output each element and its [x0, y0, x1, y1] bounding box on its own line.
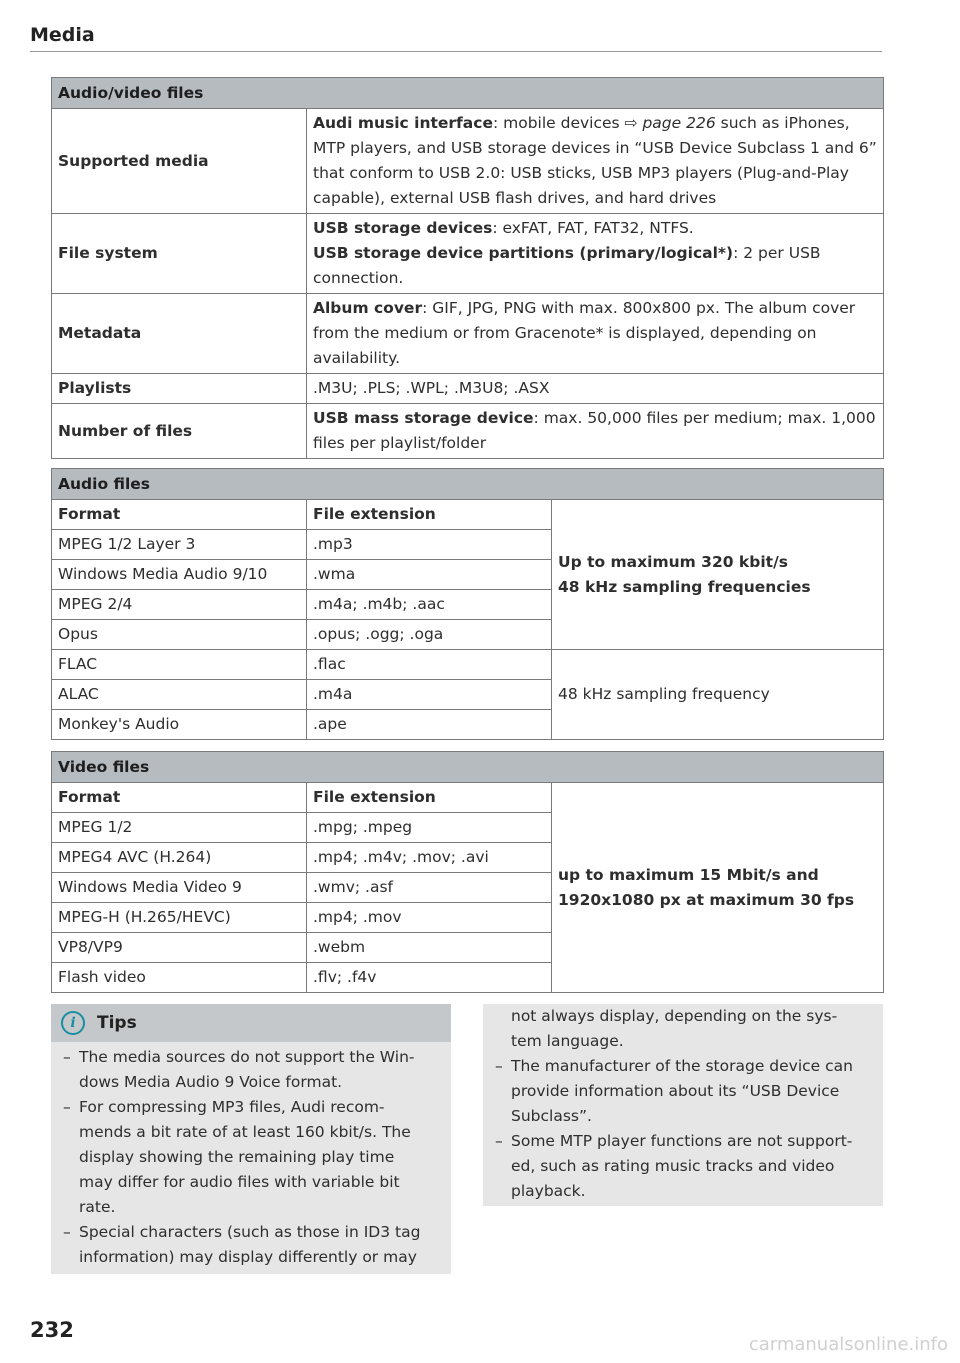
row-label: Playlists — [52, 374, 307, 404]
format-cell: Monkey's Audio — [52, 710, 307, 740]
tip-line: display showing the remaining play time — [79, 1148, 395, 1166]
av-table-title: Audio/video files — [52, 78, 884, 109]
tip-line: mends a bit rate of at least 160 kbit/s. The — [79, 1123, 411, 1141]
info-icon: i — [61, 1011, 85, 1035]
row-label: File system — [52, 214, 307, 294]
extension-cell: .m4a; .m4b; .aac — [307, 590, 552, 620]
tip-line: – The manufacturer of the storage device can — [483, 1054, 883, 1079]
tip-line: – Some MTP player functions are not support- — [483, 1129, 883, 1154]
video-table-title: Video files — [52, 752, 884, 783]
tip-line: playback. — [511, 1182, 586, 1200]
format-cell: MPEG 2/4 — [52, 590, 307, 620]
tips-list-left — [51, 1042, 451, 1270]
tip-line: rate. — [79, 1198, 116, 1216]
watermark: carmanualsonline.info — [748, 1334, 948, 1355]
extension-cell: .wma — [307, 560, 552, 590]
format-cell: MPEG 1/2 — [52, 813, 307, 843]
extension-cell: .m4a — [307, 680, 552, 710]
format-cell: FLAC — [52, 650, 307, 680]
format-cell: VP8/VP9 — [52, 933, 307, 963]
arrow-right-icon: ⇨ — [624, 114, 638, 132]
column-header-row — [52, 500, 884, 530]
header-divider — [30, 51, 882, 52]
table-row — [52, 294, 884, 374]
tips-header — [51, 1004, 451, 1042]
tip-line: tem language. — [511, 1032, 624, 1050]
tip-line: Subclass”. — [511, 1107, 592, 1125]
extension-cell: .flv; .f4v — [307, 963, 552, 993]
audio-note-sampling: 48 kHz sampling frequency — [552, 650, 884, 740]
tip-line: – The media sources do not support the Win- — [51, 1045, 451, 1070]
row-label: Metadata — [52, 294, 307, 374]
table-row — [52, 109, 884, 214]
column-header-format: Format — [52, 500, 307, 530]
tips-box-continued — [483, 1004, 883, 1206]
tip-line: – For compressing MP3 files, Audi recom- — [51, 1095, 451, 1120]
format-cell: Windows Media Audio 9/10 — [52, 560, 307, 590]
extension-cell: .wmv; .asf — [307, 873, 552, 903]
format-cell: ALAC — [52, 680, 307, 710]
extension-cell: .ape — [307, 710, 552, 740]
table-row — [52, 214, 884, 294]
tip-line: dows Media Audio 9 Voice format. — [79, 1073, 343, 1091]
tips-list-right — [483, 1004, 883, 1204]
tip-line: information) may display differently or may — [79, 1248, 417, 1266]
tip-line: may differ for audio files with variable bit — [79, 1173, 400, 1191]
page-reference-link[interactable]: page 226 — [642, 114, 716, 132]
tip-line: provide information about its “USB Device — [511, 1082, 840, 1100]
format-cell: MPEG4 AVC (H.264) — [52, 843, 307, 873]
format-cell: MPEG-H (H.265/HEVC) — [52, 903, 307, 933]
row-value: Audi music interface: mobile devices ⇨ page 226 such as iPhones, MTP players, and USB storage devices in “USB Device Subclass 1 and 6” that conform to USB 2.0: USB sticks, USB MP3 players (Plug-and-Play capable), external USB flash drives, and hard drives — [307, 109, 884, 214]
tip-line: not always display, depending on the sys- — [511, 1007, 838, 1025]
table-row — [52, 374, 884, 404]
extension-cell: .mp4; .m4v; .mov; .avi — [307, 843, 552, 873]
format-cell: Flash video — [52, 963, 307, 993]
column-header-extension: File extension — [307, 500, 552, 530]
video-note: up to maximum 15 Mbit/s and 1920x1080 px at maximum 30 fps — [552, 783, 884, 993]
format-cell: Windows Media Video 9 — [52, 873, 307, 903]
row-label: Supported media — [52, 109, 307, 214]
extension-cell: .opus; .ogg; .oga — [307, 620, 552, 650]
row-value: Album cover: GIF, JPG, PNG with max. 800x800 px. The album cover from the medium or from Gracenote* is displayed, depending on availability. — [307, 294, 884, 374]
column-header-extension: File extension — [307, 783, 552, 813]
table-row — [52, 404, 884, 459]
audio-files-table — [51, 468, 884, 740]
row-value: USB mass storage device: max. 50,000 files per medium; max. 1,000 files per playlist/folder — [307, 404, 884, 459]
extension-cell: .mp4; .mov — [307, 903, 552, 933]
format-cell: Opus — [52, 620, 307, 650]
row-value: USB storage devices: exFAT, FAT, FAT32, NTFS. USB storage device partitions (primary/logical*): 2 per USB connection. — [307, 214, 884, 294]
tip-line: ed, such as rating music tracks and video — [511, 1157, 835, 1175]
format-cell: MPEG 1/2 Layer 3 — [52, 530, 307, 560]
extension-cell: .webm — [307, 933, 552, 963]
extension-cell: .mp3 — [307, 530, 552, 560]
column-header-format: Format — [52, 783, 307, 813]
tips-box — [51, 1004, 451, 1274]
section-title: Media — [30, 24, 95, 46]
tips-title: Tips — [97, 1013, 137, 1033]
audio-table-title: Audio files — [52, 469, 884, 500]
av-files-table — [51, 77, 884, 459]
audio-note-bitrate: Up to maximum 320 kbit/s 48 kHz sampling frequencies — [552, 500, 884, 650]
row-value: .M3U; .PLS; .WPL; .M3U8; .ASX — [307, 374, 884, 404]
table-row — [52, 650, 884, 680]
extension-cell: .mpg; .mpeg — [307, 813, 552, 843]
extension-cell: .flac — [307, 650, 552, 680]
video-files-table — [51, 751, 884, 993]
page-number: 232 — [30, 1318, 74, 1342]
row-label: Number of files — [52, 404, 307, 459]
tip-line: – Special characters (such as those in ID3 tag — [51, 1220, 451, 1245]
column-header-row — [52, 783, 884, 813]
